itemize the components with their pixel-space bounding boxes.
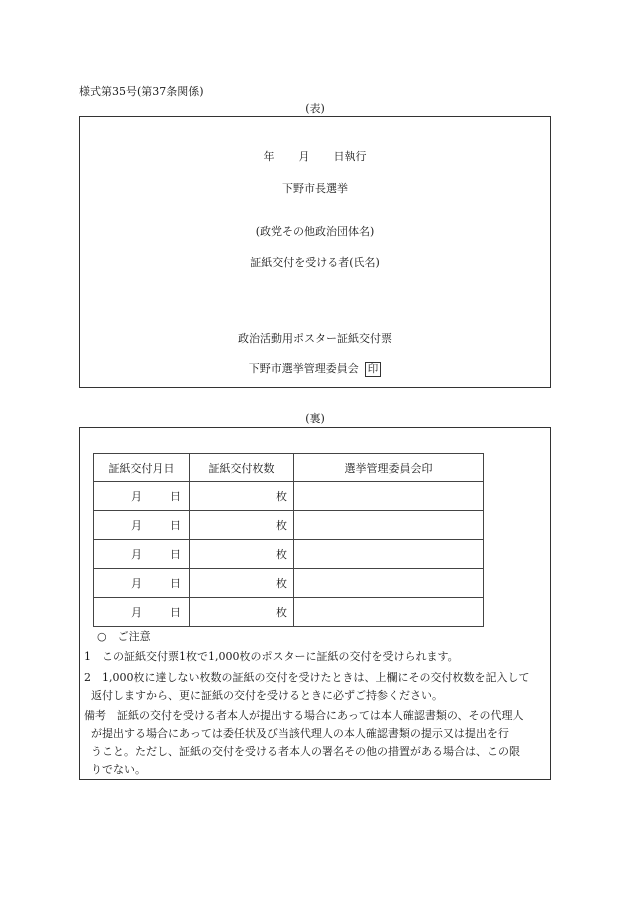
issue-date-cell: 月 日 [94,540,190,569]
table-row [94,511,484,540]
ticket-title: 政治活動用ポスター証紙交付票 [238,332,392,345]
issue-count-cell: 枚 [190,511,294,540]
committee-line [80,360,550,377]
header-committee-seal: 選挙管理委員会印 [294,454,484,482]
seal-cell [294,598,484,627]
seal-cell [294,511,484,540]
issue-count-cell: 枚 [190,569,294,598]
committee-name: 下野市選挙管理委員会 [248,362,359,375]
remark-line: うこと。ただし、証紙の交付を受ける者本人の署名その他の措置がある場合は、この限 [91,745,520,758]
table-row [94,569,484,598]
table-header-row [94,454,484,482]
issue-count-cell: 枚 [190,598,294,627]
issue-count-cell: 枚 [190,540,294,569]
table-row [94,598,484,627]
issuance-record-table [93,453,484,627]
issue-date-cell: 月 日 [94,511,190,540]
day-execution-label: 日執行 [333,150,367,163]
issue-count-cell: 枚 [190,482,294,511]
issue-date-cell: 月 日 [94,482,190,511]
election-name: 下野市長選挙 [282,182,348,195]
note-2-continuation: 返付しますから、更に証紙の交付を受けるときに必ずご持参ください。 [91,689,443,702]
notes-heading: ○ ご注意 [97,630,151,643]
seal-mark: 印 [365,362,382,377]
seal-cell [294,569,484,598]
receiver-name-field: 証紙交付を受ける者(氏名) [250,256,380,269]
header-issue-date: 証紙交付月日 [94,454,190,482]
execution-date-line [80,148,550,164]
year-label: 年 [263,150,275,163]
note-1: 1 この証紙交付票1枚で1,000枚のポスターに証紙の交付を受けられます。 [84,650,459,663]
back-side-label: (裏) [305,412,325,425]
form-number: 様式第35号(第37条関係) [79,85,204,98]
front-ticket-box [79,116,551,388]
seal-cell [294,540,484,569]
header-issue-count: 証紙交付枚数 [190,454,294,482]
remark-line: りでない。 [91,763,146,776]
seal-cell [294,482,484,511]
note-2: 2 1,000枚に達しない枚数の証紙の交付を受けたときは、上欄にその交付枚数を記入して [84,671,530,684]
remark-block [84,707,546,779]
remark-line: が提出する場合にあっては委任状及び当該代理人の本人確認書類の提示又は提出を行 [91,727,509,740]
issue-date-cell: 月 日 [94,569,190,598]
remark-line: 備考 証紙の交付を受ける者本人が提出する場合にあっては本人確認書類の、その代理人 [84,709,524,722]
party-name-field: (政党その他政治団体名) [255,225,375,238]
issue-date-cell: 月 日 [94,598,190,627]
table-row [94,482,484,511]
front-side-label: (表) [305,102,325,115]
table-row [94,540,484,569]
month-label: 月 [298,150,310,163]
